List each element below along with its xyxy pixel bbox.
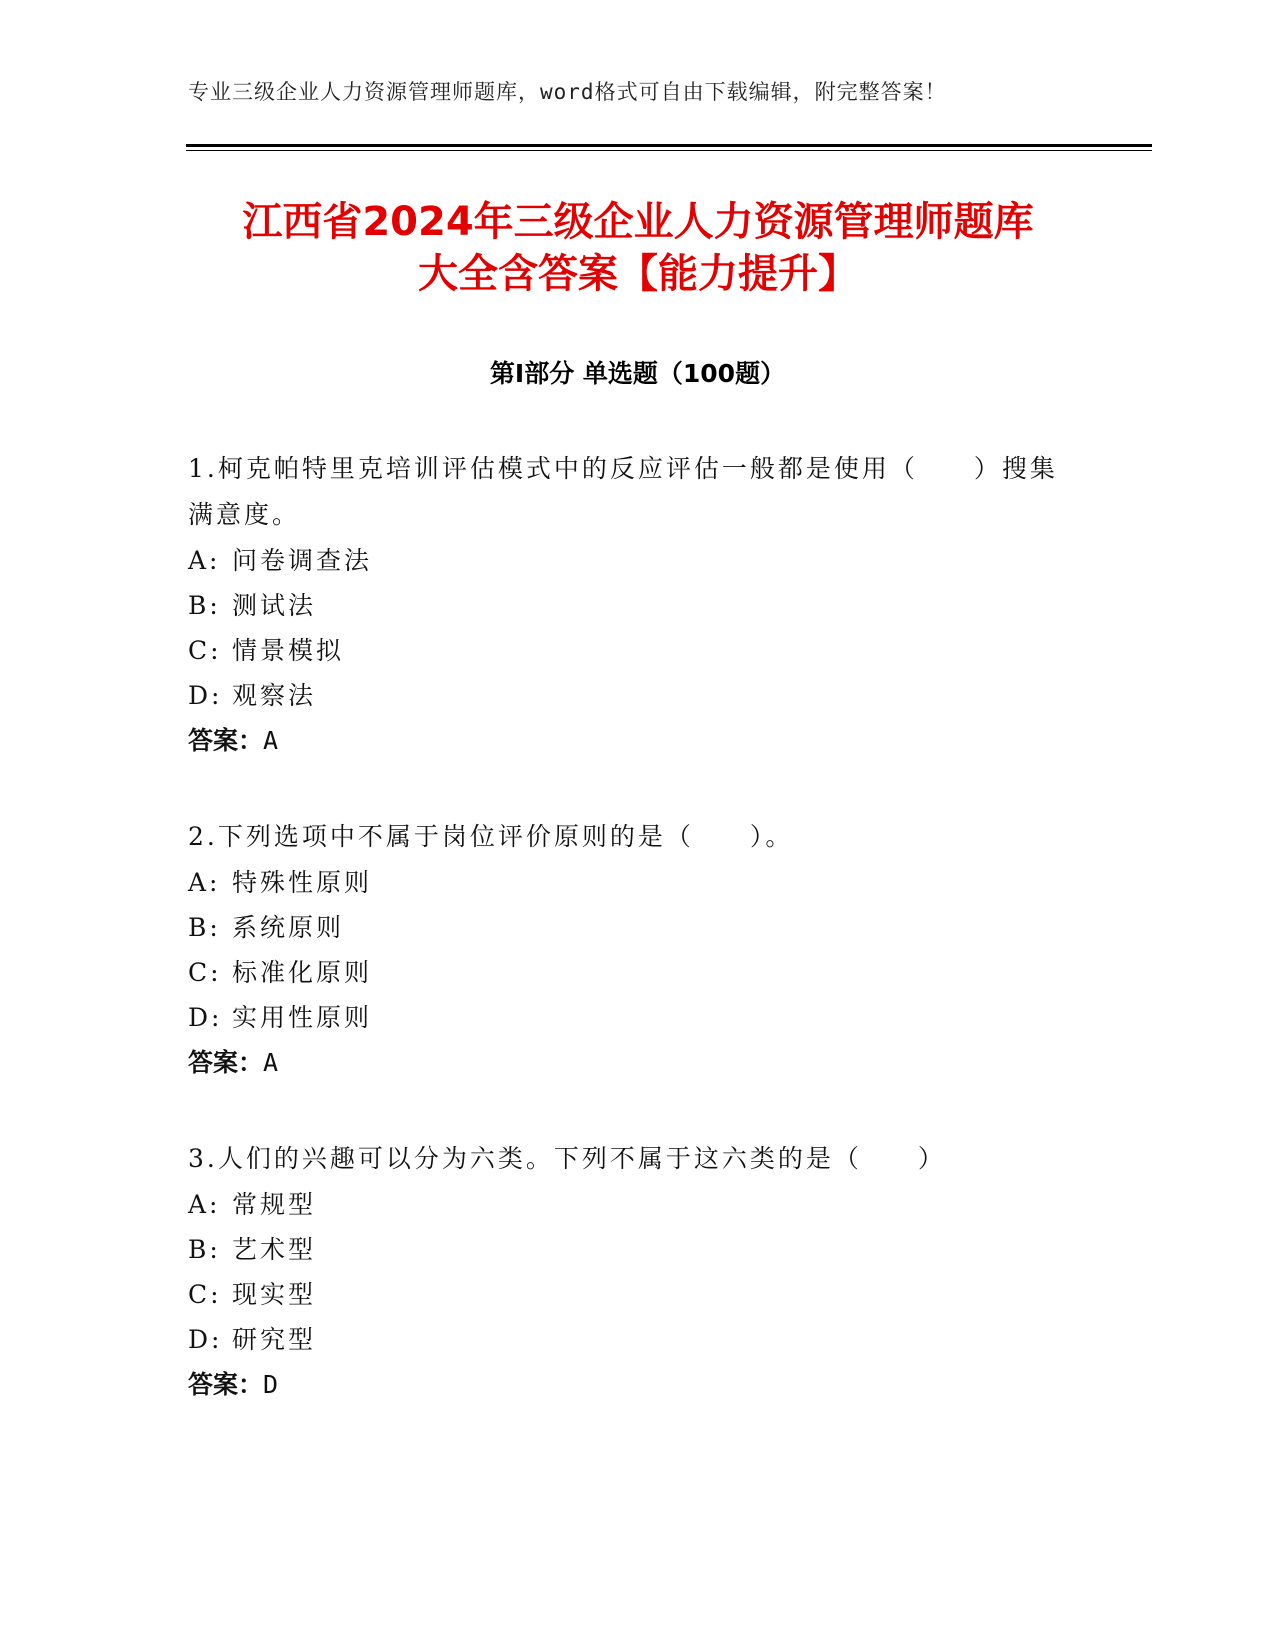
question-3 (188, 1136, 1068, 1408)
answer-value: A (263, 726, 279, 755)
option-text: 测试法 (232, 591, 317, 620)
header-divider-thick (186, 144, 1152, 147)
option-letter: A: (188, 868, 221, 897)
option-c (188, 628, 1068, 673)
option-b (188, 1227, 1068, 1272)
question-stem: 1.柯克帕特里克培训评估模式中的反应评估一般都是使用（ ）搜集满意度。 (188, 454, 1058, 529)
option-text: 标准化原则 (232, 958, 373, 987)
option-c (188, 1272, 1068, 1317)
option-b (188, 583, 1068, 628)
answer-value: A (263, 1048, 279, 1077)
option-a (188, 860, 1068, 905)
option-text: 观察法 (232, 681, 317, 710)
option-text: 问卷调查法 (232, 546, 373, 575)
document-title-line-1: 江西省2024年三级企业人力资源管理师题库 (242, 199, 1034, 245)
option-text: 系统原则 (232, 913, 345, 942)
option-d (188, 995, 1068, 1040)
option-letter: C: (188, 636, 222, 665)
option-a (188, 1182, 1068, 1227)
answer-line (188, 1362, 1068, 1408)
option-a (188, 538, 1068, 583)
option-letter: D: (188, 1325, 223, 1354)
question-list (188, 446, 1068, 1458)
option-text: 特殊性原则 (232, 868, 373, 897)
answer-line (188, 1040, 1068, 1086)
option-text: 情景模拟 (232, 636, 345, 665)
option-letter: B: (188, 1235, 221, 1264)
option-letter: C: (188, 1280, 222, 1309)
answer-label: 答案： (188, 726, 264, 755)
option-b (188, 905, 1068, 950)
header-divider-thin (186, 150, 1152, 151)
answer-line (188, 718, 1068, 764)
question-stem: 3.人们的兴趣可以分为六类。下列不属于这六类的是（ ） (188, 1144, 946, 1173)
option-text: 实用性原则 (232, 1003, 373, 1032)
option-letter: A: (188, 546, 221, 575)
option-letter: D: (188, 681, 223, 710)
section-title: 第Ⅰ部分 单选题（100题） (489, 359, 786, 388)
option-text: 艺术型 (232, 1235, 317, 1264)
answer-label: 答案： (188, 1048, 264, 1077)
option-d (188, 1317, 1068, 1362)
document-title-line-2: 大全含答案【能力提升】 (418, 251, 858, 297)
answer-label: 答案： (188, 1370, 264, 1399)
option-letter: A: (188, 1190, 221, 1219)
option-text: 常规型 (232, 1190, 317, 1219)
option-letter: C: (188, 958, 222, 987)
option-c (188, 950, 1068, 995)
option-letter: B: (188, 591, 221, 620)
page-header-note: 专业三级企业人力资源管理师题库，word格式可自由下载编辑，附完整答案！ (188, 80, 947, 104)
option-text: 现实型 (232, 1280, 317, 1309)
option-text: 研究型 (232, 1325, 317, 1354)
question-stem: 2.下列选项中不属于岗位评价原则的是（ ）。 (188, 822, 794, 851)
answer-value: D (263, 1370, 279, 1399)
option-d (188, 673, 1068, 718)
document-title (188, 196, 1088, 300)
question-2 (188, 814, 1068, 1086)
question-1 (188, 446, 1068, 764)
option-letter: D: (188, 1003, 223, 1032)
option-letter: B: (188, 913, 221, 942)
